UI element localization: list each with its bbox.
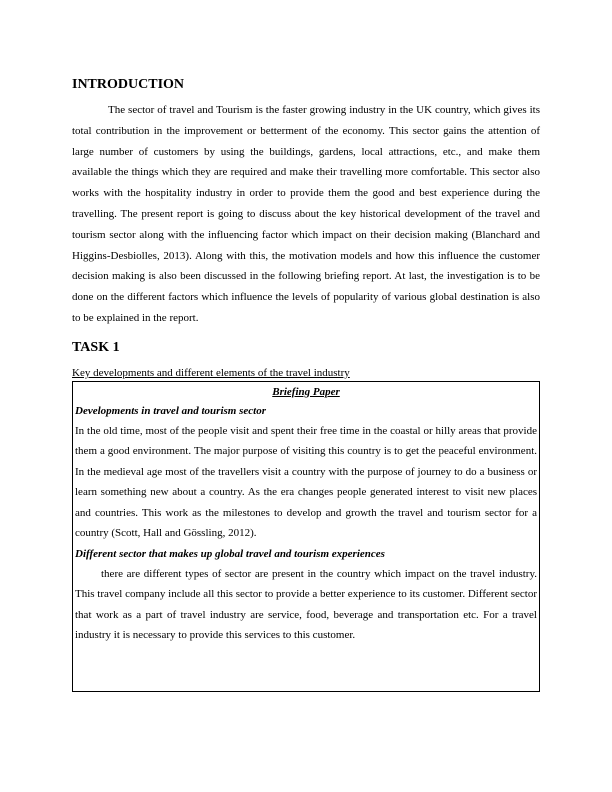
developments-paragraph: In the old time, most of the people visit and spent their free time in the coastal or hilly areas that provide them a good environment. The major purpose of visiting this country is to get the peaceful environment. In the medieval age most of the travellers visit a country with the purpose of journey to do a business or learn something new about a country. As the era changes people generated interest to visit new places and countries. This work as the milestones to develop and growth the travel and tourism sector for a country (Scott, Hall and Gössling, 2012). (75, 424, 537, 540)
developments-heading: Developments in travel and tourism sector (75, 404, 266, 417)
introduction-heading: INTRODUCTION (72, 77, 185, 92)
task1-heading: TASK 1 (72, 339, 120, 355)
briefing-paper-box (72, 381, 540, 692)
task1-subheading: Key developments and different elements of the travel industry (72, 366, 350, 379)
briefing-paper-title: Briefing Paper (272, 385, 340, 398)
document-page (72, 76, 540, 692)
sectors-paragraph: there are different types of sector are present in the country which impact on the travel industry. This travel company include all this sector to provide a better experience to its customer. Different sector that work as a part of travel industry are service, food, beverage and transportation etc. For a travel industry it is necessary to provide this services to this customer. (75, 567, 537, 642)
sectors-heading: Different sector that makes up global travel and tourism experiences (75, 547, 385, 560)
introduction-paragraph: The sector of travel and Tourism is the faster growing industry in the UK country, which gives its total contribution in the improvement or betterment of the economy. This sector gains the attention of large number of customers by using the buildings, gardens, local attractions, etc., and make them available the things which they are required and make their travelling more comfortable. This sector also works with the hospitality industry in order to provide them the good and best experience during the travelling. The present report is going to discuss about the key historical development of the travel and tourism sector along with the influencing factor which impact on their decision making (Blanchard and Higgins-Desbiolles, 2013). Along with this, the motivation models and how this influence the customer decision making is also been discussed in the following briefing report. At last, the investigation is to be done on the different factors which influence the levels of popularity of various global destination is also to be explained in the report. (72, 104, 540, 324)
